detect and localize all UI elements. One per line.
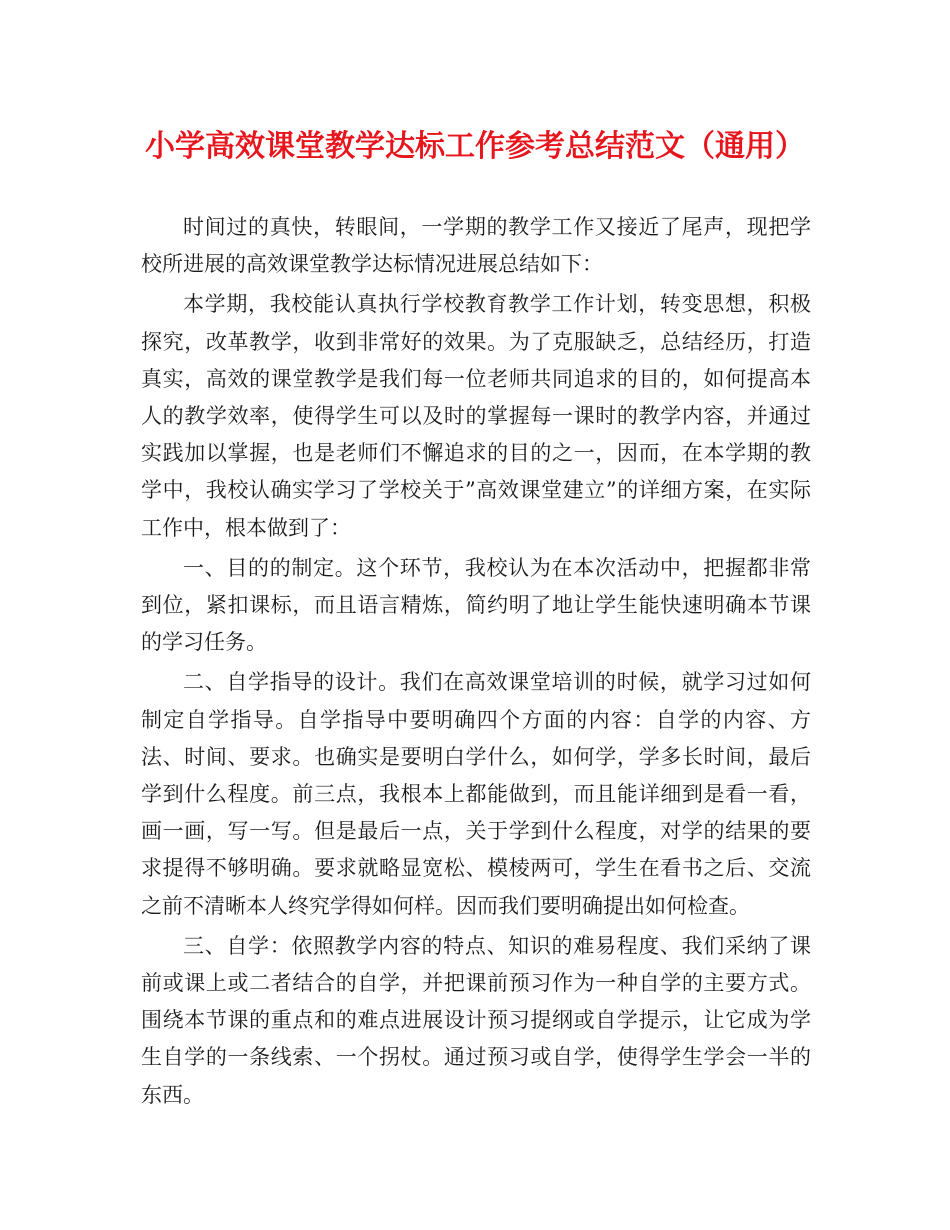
paragraph-self-study-guidance: 二、自学指导的设计。我们在高效课堂培训的时候，就学习过如何制定自学指导。自学指导中要明确四个方面的内容：自学的内容、方法、时间、要求。也确实是要明白学什么，如何学，学多长时间，最后学到什么程度。前三点，我根本上都能做到，而且能详细到是看一看，画一画，写一写。但是最后一点，关于学到什么程度，对学的结果的要求提得不够明确。要求就略显宽松、模棱两可，学生在看书之后、交流之前不清晰本人终究学得如何样。因而我们要明确提出如何检查。: [141, 670, 811, 918]
document-body: [141, 209, 811, 1117]
paragraph-intro: 时间过的真快，转眼间，一学期的教学工作又接近了尾声，现把学校所进展的高效课堂教学达标情况进展总结如下：: [141, 215, 811, 277]
paragraph-self-study: 三、自学：依照教学内容的特点、知识的难易程度、我们采纳了课前或课上或二者结合的自学，并把课前预习作为一种自学的主要方式。围绕本节课的重点和的难点进展设计预习提纲或自学提示，让它成为学生自学的一条线索、一个拐杖。通过预习或自学，使得学生学会一半的东西。: [141, 933, 811, 1107]
document-title: 小学高效课堂教学达标工作参考总结范文（通用）: [145, 129, 805, 164]
paragraph-goal-setting: 一、目的的制定。这个环节，我校认为在本次活动中，把握都非常到位，紧扣课标，而且语言精炼，简约明了地让学生能快速明确本节课的学习任务。: [141, 555, 811, 655]
paragraph-semester: 本学期，我校能认真执行学校教育教学工作计划，转变思想，积极探究，改革教学，收到非常好的效果。为了克服缺乏，总结经历，打造真实，高效的课堂教学是我们每一位老师共同追求的目的，如何提高本人的教学效率，使得学生可以及时的掌握每一课时的教学内容，并通过实践加以掌握，也是老师们不懈追求的目的之一，因而，在本学期的教学中，我校认确实学习了学校关于”高效课堂建立”的详细方案，在实际工作中，根本做到了：: [141, 292, 811, 540]
